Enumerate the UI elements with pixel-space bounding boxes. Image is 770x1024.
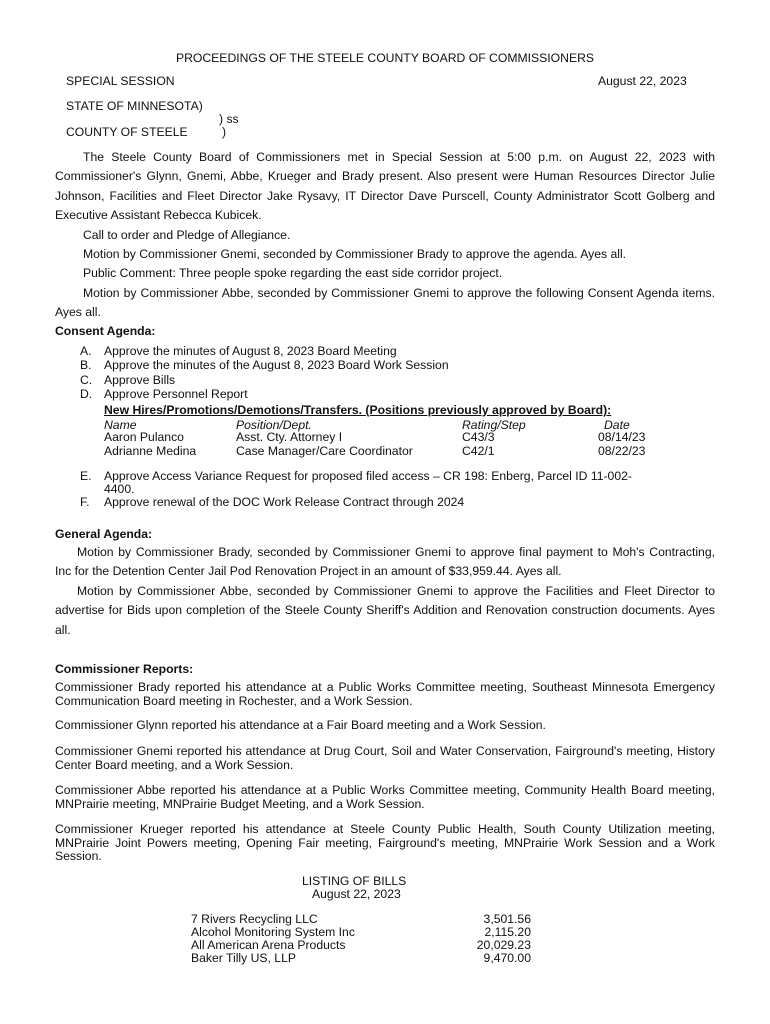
bill-amount: 2,115.20 — [484, 925, 531, 939]
session-type: SPECIAL SESSION — [66, 74, 175, 88]
venue-county-paren: ) — [222, 125, 227, 139]
bill-vendor: All American Arena Products — [191, 938, 346, 952]
personnel-col-date: Date — [604, 418, 630, 432]
consent-item-mark: F. — [80, 495, 90, 509]
bill-vendor: Alcohol Monitoring System Inc — [191, 925, 355, 939]
report-gnemi: Commissioner Gnemi reported his attendance at Drug Court, Soil and Water Conservation, Fairground's meeting, History Center Board meeting, and a Work Session. — [55, 744, 715, 772]
bill-amount: 3,501.56 — [483, 912, 531, 926]
consent-item-mark: B. — [80, 358, 92, 372]
bills-title: LISTING OF BILLS — [302, 874, 407, 888]
general-heading: General Agenda: — [55, 527, 153, 541]
bill-vendor: 7 Rivers Recycling LLC — [191, 912, 318, 926]
bills-date: August 22, 2023 — [312, 887, 401, 901]
general-motion-2-text: Motion by Commissioner Abbe, seconded by Commissioner Gnemi to approve the Facilities and Fleet Director to advertise for Bids upon completion of the Steele County Sheriff's Addition and Renovation construction documents. Ayes all. — [55, 584, 715, 637]
session-date: August 22, 2023 — [598, 74, 687, 88]
page-title: PROCEEDINGS OF THE STEELE COUNTY BOARD OF COMMISSIONERS — [175, 51, 595, 65]
consent-item-text: Approve Personnel Report — [104, 387, 248, 401]
personnel-col-name: Name — [104, 418, 137, 432]
consent-item-e-cont: 4400. — [104, 482, 135, 496]
report-glynn: Commissioner Glynn reported his attendance at a Fair Board meeting and a Work Session. — [55, 718, 546, 732]
motion-consent — [55, 284, 715, 323]
personnel-cell: 08/14/23 — [598, 430, 646, 444]
personnel-cell: Aaron Pulanco — [104, 430, 184, 444]
report-brady: Commissioner Brady reported his attendance at a Public Works Committee meeting, Southeast Minnesota Emergency Communication Board meeting in Rochester, and a Work Session. — [55, 680, 715, 708]
personnel-cell: C43/3 — [462, 430, 495, 444]
general-motion-1 — [55, 543, 715, 582]
personnel-cell: Adrianne Medina — [104, 444, 197, 458]
intro-paragraph — [55, 148, 715, 226]
personnel-col-rating: Rating/Step — [462, 418, 526, 432]
consent-item-text: Approve renewal of the DOC Work Release Contract through 2024 — [104, 495, 465, 509]
intro-text: The Steele County Board of Commissioners met in Special Session at 5:00 p.m. on August 22, 2023 with Commissioner's Glynn, Gnemi, Abbe, Krueger and Brady present. Also present were Human Resources Director Julie Johnson, Facilities and Fleet Director Jake Rysavy, IT Director Dave Purscell, County Administrator Scott Golberg and Executive Assistant Rebecca Kubicek. — [55, 150, 715, 223]
motion-consent-text: Motion by Commissioner Abbe, seconded by Commissioner Gnemi to approve the following Consent Agenda items. Ayes all. — [55, 286, 715, 320]
reports-heading: Commissioner Reports: — [55, 662, 194, 676]
bill-vendor: Baker Tilly US, LLP — [191, 951, 296, 965]
venue-ss: ) ss — [219, 112, 239, 126]
public-comment: Public Comment: Three people spoke regarding the east side corridor project. — [83, 266, 503, 280]
general-motion-1-text: Motion by Commissioner Brady, seconded by Commissioner Gnemi to approve final payment to Moh's Contracting, Inc for the Detention Center Jail Pod Renovation Project in an amount of $33,959.44. Ayes all. — [55, 545, 715, 579]
personnel-cell: 08/22/23 — [598, 444, 646, 458]
consent-item-text: Approve Access Variance Request for proposed filed access – CR 198: Enberg, Parcel ID 11-002- — [104, 469, 632, 483]
consent-item-text: Approve the minutes of the August 8, 2023 Board Work Session — [104, 358, 449, 372]
personnel-heading: New Hires/Promotions/Demotions/Transfers. (Positions previously approved by Board): — [104, 403, 612, 417]
call-to-order: Call to order and Pledge of Allegiance. — [83, 228, 291, 242]
bill-amount: 9,470.00 — [483, 951, 531, 965]
consent-item-mark: D. — [80, 387, 93, 401]
consent-item-text: Approve Bills — [104, 373, 176, 387]
personnel-cell: Case Manager/Care Coordinator — [236, 444, 413, 458]
venue-state: STATE OF MINNESOTA) — [66, 99, 203, 113]
consent-heading: Consent Agenda: — [55, 324, 156, 338]
bill-amount: 20,029.23 — [476, 938, 531, 952]
consent-item-mark: A. — [80, 344, 92, 358]
consent-item-text: Approve the minutes of August 8, 2023 Board Meeting — [104, 344, 397, 358]
consent-item-mark: C. — [80, 373, 93, 387]
personnel-col-position: Position/Dept. — [236, 418, 312, 432]
consent-item-mark: E. — [80, 469, 92, 483]
report-abbe: Commissioner Abbe reported his attendance at a Public Works Committee meeting, Community Health Board meeting, MNPrairie meeting, MNPrairie Budget Meeting, and a Work Session. — [55, 783, 715, 811]
personnel-cell: Asst. Cty. Attorney I — [236, 430, 343, 444]
motion-agenda: Motion by Commissioner Gnemi, seconded by Commissioner Brady to approve the agenda. Ayes all. — [83, 247, 627, 261]
personnel-cell: C42/1 — [462, 444, 495, 458]
report-krueger: Commissioner Krueger reported his attendance at Steele County Public Health, South County Utilization meeting, MNPrairie Joint Powers meeting, Opening Fair meeting, Fairground's meeting, MNPrairie Work Session and a Work Session. — [55, 822, 715, 864]
general-motion-2 — [55, 582, 715, 640]
venue-county: COUNTY OF STEELE — [66, 125, 188, 139]
